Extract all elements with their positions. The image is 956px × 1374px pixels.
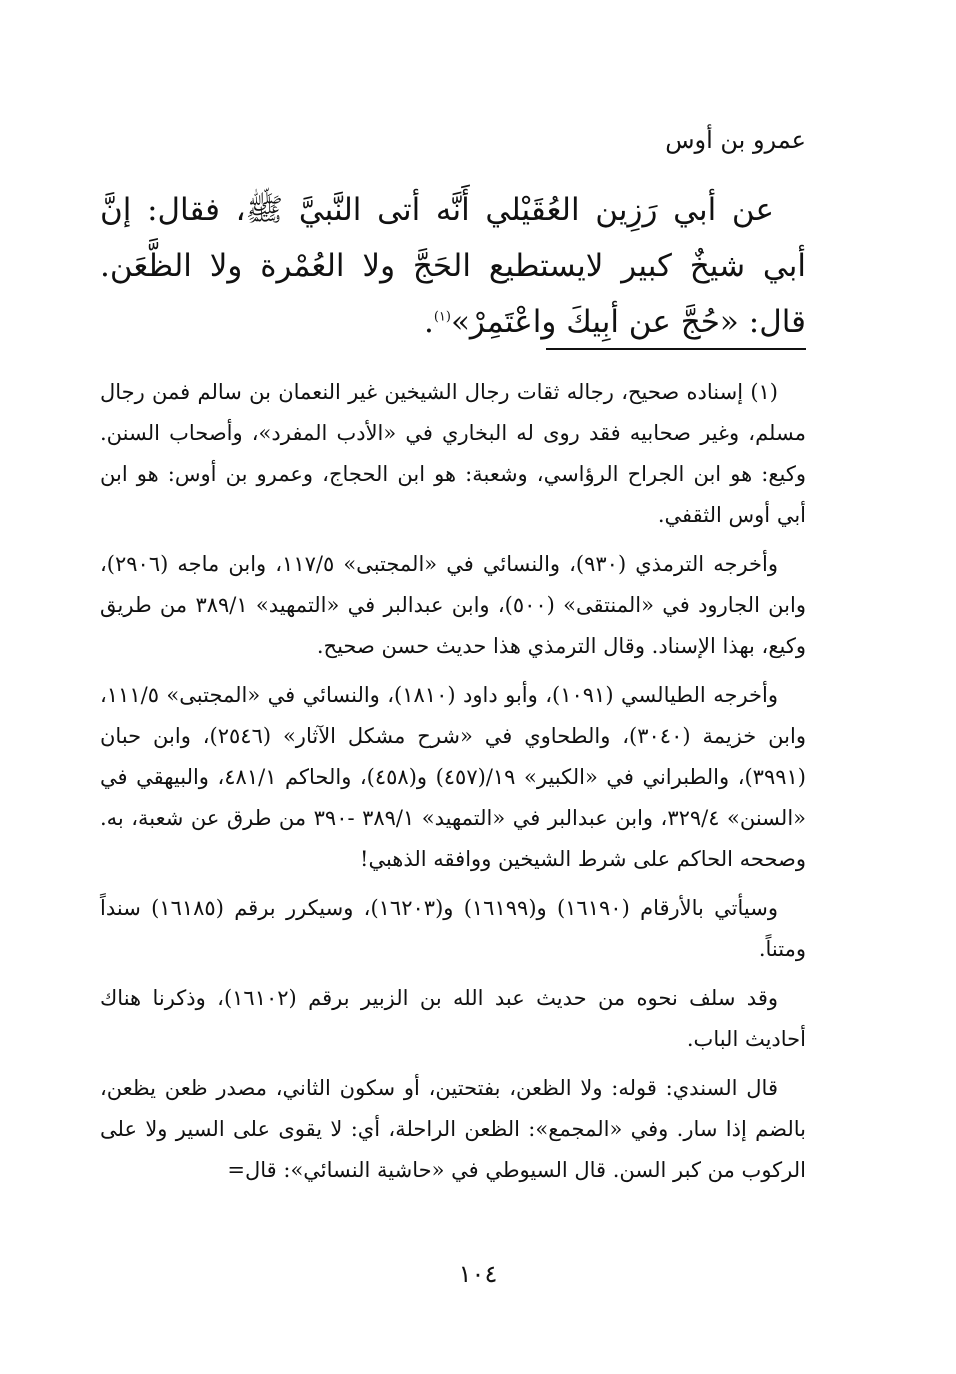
footnote-paragraph: وسيأتي بالأرقام (١٦١٩٠) و(١٦١٩٩) و(١٦٢٠٣)، وسيكرر برقم (١٦١٨٥) سنداً ومتناً. [100,896,806,961]
footnote-paragraph: قال السندي: قوله: ولا الظعن، بفتحتين، أو سكون الثاني، مصدر ظعن يظعن، بالضم إذا سار. وفي «المجمع»: الظعن الراحلة، أي: لا يقوى على السير ولا على الركوب من كبر السن. قال السيوطي في «حاشية النسائي»: قال= [100,1076,806,1182]
hadith-text: عن أبي رَزِين العُقَيْلي أَنَّه أتى النَّبيَّ ﷺ، فقال: إنَّ أبي شيخٌ كبير لايستطيع الحَجَّ ولا العُمْرة ولا الظَّعَن. قال: «حُجَّ عن أبِيكَ واعْتَمِرْ» [100,192,806,340]
footnote-reference[interactable]: (١) [433,309,451,325]
footnote-paragraph: وأخرجه الطيالسي (١٠٩١)، وأبو داود (١٨١٠)، والنسائي في «المجتبى» ١١١/٥، وابن خزيمة (٣٠٤٠)، والطحاوي في «شرح مشكل الآثار» (٢٥٤٦)، وابن حبان (٣٩٩١)، والطبراني في «الكبير» ١٩/(٤٥٧) و(٤٥٨)، والحاكم ٤٨١/١، والبيهقي في «السنن» ٣٢٩/٤، وابن عبدالبر في «التمهيد» ٣٨٩/١ -٣٩٠ من طرق عن شعبة، به. وصححه الحاكم على شرط الشيخين ووافقه الذهبي! [100,683,806,871]
page-number: ١٠٤ [458,1260,498,1288]
hadith-text-block [100,182,806,350]
footnotes-block [100,372,806,1199]
footnote-separator [546,348,806,350]
footnote-paragraph: وقد سلف نحوه من حديث عبد الله بن الزبير برقم (١٦١٠٢)، وذكرنا هناك أحاديث الباب. [100,986,806,1051]
footnote-paragraph: وأخرجه الترمذي (٩٣٠)، والنسائي في «المجتبى» ١١٧/٥، وابن ماجه (٢٩٠٦)، وابن الجارود في «المنتقى» (٥٠٠)، وابن عبدالبر في «التمهيد» ٣٨٩/١ من طريق وكيع، بهذا الإسناد. وقال الترمذي هذا حديث حسن صحيح. [100,552,806,658]
footnote-paragraph: (١) إسناده صحيح، رجاله ثقات رجال الشيخين غير النعمان بن سالم فمن رجال مسلم، وغير صحابيه فقد روى له البخاري في «الأدب المفرد»، وأصحاب السنن. وكيع: هو ابن الجراح الرؤاسي، وشعبة: هو ابن الحجاج، وعمرو بن أوس: هو ابن أبي أوس الثقفي. [100,380,806,527]
hadith-end-mark: . [423,304,434,340]
hadith-paragraph [100,182,806,350]
narrator-heading: عمرو بن أوس [665,126,806,154]
